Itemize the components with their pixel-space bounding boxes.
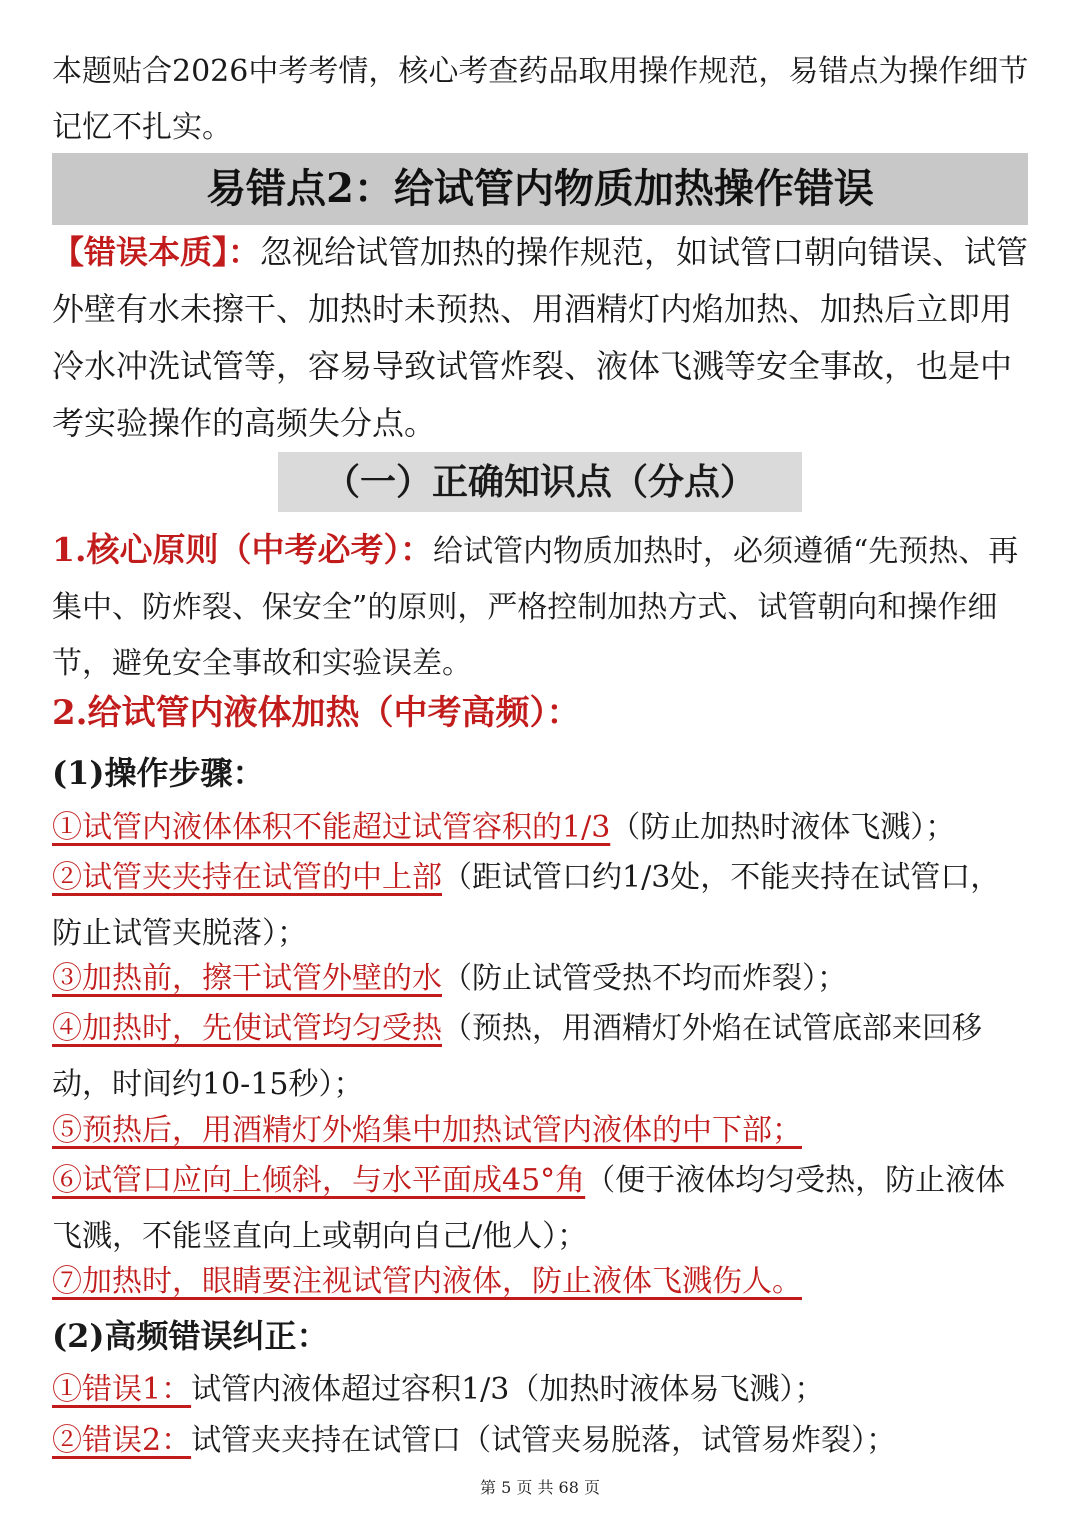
total-pages: 68 (558, 1478, 579, 1497)
errors-heading: (2)高频错误纠正： (52, 1317, 329, 1355)
current-page-number: 5 (501, 1478, 512, 1497)
step-2: ②试管夹夹持在试管的中上部（距试管口约1/3处，不能夹持在试管口，防止试管夹脱落）； (52, 860, 1001, 951)
error-item-1: ①错误1：试管内液体超过容积1/3（加热时液体易飞溅）； (52, 1372, 825, 1407)
point-2-heading: 2.给试管内液体加热（中考高频）： (52, 693, 581, 733)
intro-paragraph: 本题贴合2026中考考情，核心考查药品取用操作规范，易错点为操作细节记忆不扎实。 (52, 54, 1029, 145)
step-3: ③加热前，擦干试管外壁的水（防止试管受热不均而炸裂）； (52, 961, 847, 996)
step-5: ⑤预热后，用酒精灯外焰集中加热试管内液体的中下部； (52, 1113, 802, 1148)
point-1-label: 1.核心原则（中考必考）： (52, 530, 433, 569)
error-item-2: ②错误2：试管夹夹持在试管口（试管夹易脱落，试管易炸裂）； (52, 1423, 897, 1458)
point-1-paragraph (52, 522, 1030, 692)
point-1-text: 给试管内物质加热时，必须遵循“先预热、再集中、防炸裂、保安全”的原则，严格控制加热方式、试管朝向和操作细节，避免安全事故和实验误差。 (52, 534, 1019, 681)
step-4: ④加热时，先使试管均匀受热（预热，用酒精灯外焰在试管底部来回移动，时间约10-15秒）； (52, 1011, 982, 1102)
section-heading: （一）正确知识点（分点） (278, 452, 802, 512)
step-7: ⑦加热时，眼睛要注视试管内液体，防止液体飞溅伤人。 (52, 1264, 802, 1299)
error-essence-text: 忽视给试管加热的操作规范，如试管口朝向错误、试管外壁有水未擦干、加热时未预热、用酒精灯内焰加热、加热后立即用冷水冲洗试管等，容易导致试管炸裂、液体飞溅等安全事故，也是中考实验操作的高频失分点。 (52, 233, 1029, 442)
page-footer: 第 5 页 共 68 页 (480, 1478, 600, 1497)
step-6: ⑥试管口应向上倾斜，与水平面成45°角（便于液体均匀受热，防止液体飞溅，不能竖直向上或朝向自己/他人）； (52, 1163, 1006, 1254)
error-essence-label: 【错误本质】： (52, 233, 261, 271)
error-point-banner: 易错点2：给试管内物质加热操作错误 (52, 153, 1028, 225)
steps-heading: (1)操作步骤： (52, 754, 265, 792)
error-essence-paragraph (52, 224, 1030, 452)
step-1: ①试管内液体体积不能超过试管容积的1/3（防止加热时液体飞溅）； (52, 810, 956, 845)
